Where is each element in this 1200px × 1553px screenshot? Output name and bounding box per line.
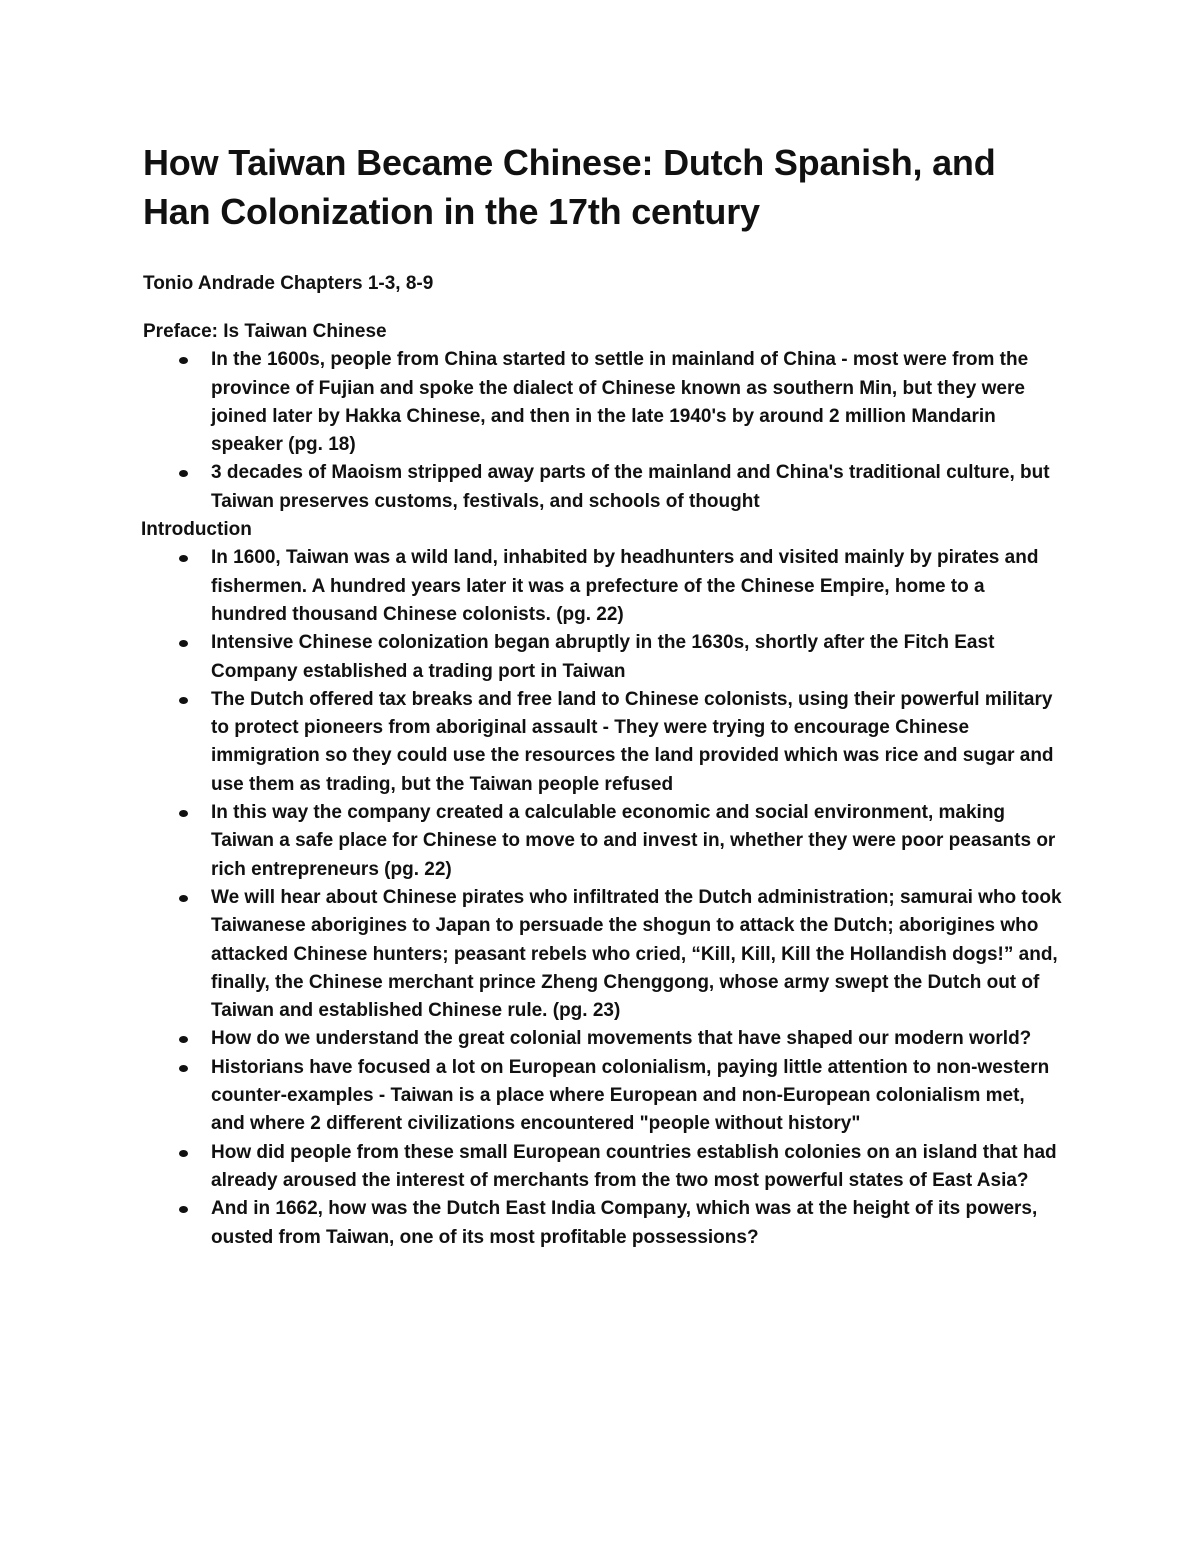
document-title: How Taiwan Became Chinese: Dutch Spanish, and Han Colonization in the 17th century — [143, 142, 996, 232]
document-subtitle: Tonio Andrade Chapters 1-3, 8-9 — [143, 273, 434, 294]
bullet-icon — [179, 697, 188, 704]
list-item — [211, 346, 1063, 459]
preface-heading: Preface: Is Taiwan Chinese — [143, 321, 387, 342]
bullet-icon — [179, 1206, 188, 1213]
list-item-text: Intensive Chinese colonization began abruptly in the 1630s, shortly after the Fitch East Company established a trading port in Taiwan — [211, 632, 995, 682]
list-item — [211, 1195, 1063, 1252]
preface-section — [143, 318, 1063, 516]
list-item — [211, 1054, 1063, 1139]
list-item — [211, 459, 1063, 516]
list-item-text: And in 1662, how was the Dutch East India Company, which was at the height of its powers, ousted from Taiwan, one of its most profitable possessions? — [211, 1198, 1038, 1248]
bullet-icon — [179, 895, 188, 902]
list-item — [211, 686, 1063, 799]
list-item-text: How do we understand the great colonial movements that have shaped our modern world? — [211, 1028, 1032, 1050]
introduction-list — [143, 544, 1063, 1251]
preface-list — [143, 346, 1063, 516]
list-item-text: In the 1600s, people from China started to settle in mainland of China - most were from the province of Fujian and spoke the dialect of Chinese known as southern Min, but they were joined later by Hakka Chinese, and then in the late 1940's by around 2 million Mandarin speaker (pg. 18) — [211, 349, 1029, 456]
document-page — [143, 138, 1063, 1252]
list-item-text: In 1600, Taiwan was a wild land, inhabited by headhunters and visited mainly by pirates and fishermen. A hundred years later it was a prefecture of the Chinese Empire, home to a hundred thousand Chinese colonists. (pg. 22) — [211, 547, 1039, 625]
list-item — [211, 799, 1063, 884]
bullet-icon — [179, 640, 188, 647]
introduction-section — [143, 516, 1063, 1252]
introduction-heading: Introduction — [141, 519, 252, 541]
bullet-icon — [179, 1065, 188, 1072]
bullet-icon — [179, 470, 188, 477]
list-item — [211, 544, 1063, 629]
list-item-text: The Dutch offered tax breaks and free land to Chinese colonists, using their powerful military to protect pioneers from aboriginal assault - They were trying to encourage Chinese immigration so they could use the resources the land provided which was rice and sugar and use them as trading, but the Taiwan people refused — [211, 688, 1054, 795]
bullet-icon — [179, 810, 188, 817]
list-item-text: How did people from these small European countries establish colonies on an island that had already aroused the interest of merchants from the two most powerful states of East Asia? — [211, 1141, 1057, 1191]
list-item — [211, 1139, 1063, 1196]
list-item-text: Historians have focused a lot on European colonialism, paying little attention to non-western counter-examples - Taiwan is a place where European and non-European colonialism met, and where 2 different civilizations encountered "people without history" — [211, 1056, 1050, 1135]
list-item — [211, 629, 1063, 686]
list-item-text: We will hear about Chinese pirates who infiltrated the Dutch administration; samurai who took Taiwanese aborigines to Japan to persuade the shogun to attack the Dutch; aborigines who attacked Chinese hunters; peasant rebels who cried, “Kill, Kill, Kill the Hollandish dogs!” and, finally, the Chinese merchant prince Zheng Chenggong, whose army swept the Dutch out of Taiwan and established Chinese rule. (pg. 23) — [211, 886, 1062, 1022]
list-item — [211, 884, 1063, 1025]
bullet-icon — [179, 1150, 188, 1157]
bullet-icon — [179, 555, 188, 562]
list-item-text: 3 decades of Maoism stripped away parts of the mainland and China's traditional culture, but Taiwan preserves customs, festivals, and schools of thought — [211, 462, 1050, 512]
bullet-icon — [179, 1036, 188, 1043]
list-item-text: In this way the company created a calculable economic and social environment, making Taiwan a safe place for Chinese to move to and invest in, whether they were poor peasants or rich entrepreneurs (pg. 22) — [211, 802, 1056, 880]
bullet-icon — [179, 357, 188, 364]
list-item — [211, 1025, 1063, 1053]
